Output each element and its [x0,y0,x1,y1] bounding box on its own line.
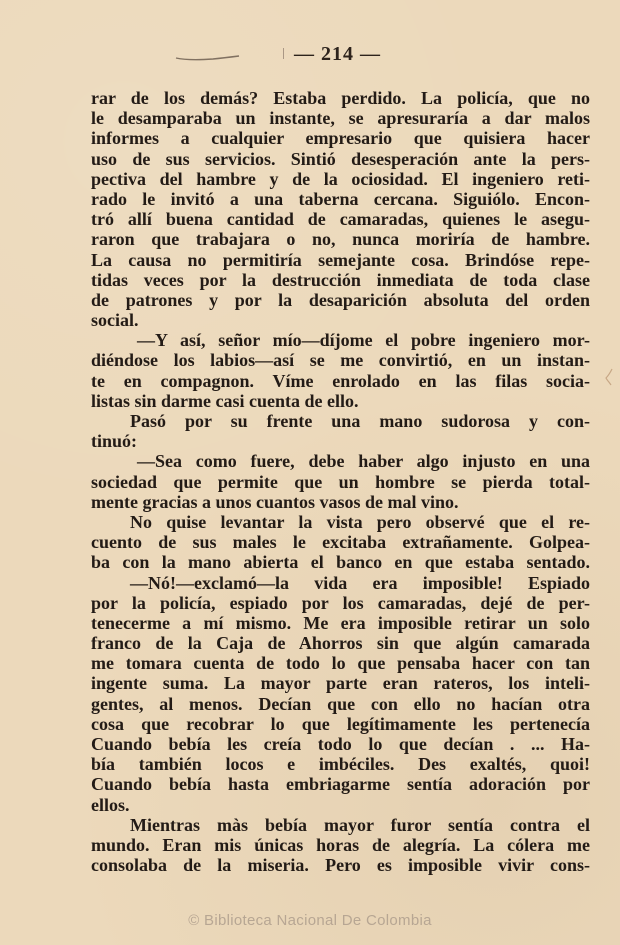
text-line: raron que trabajara o no, nunca moriría de hambre. [91,229,590,250]
text-line: tenecerme a mí mismo. Me era imposible retirar un solo [91,612,590,633]
text-line: gentes, al menos. Decían que con ello no hacían otra [91,693,590,714]
text-line: tró allí buena cantidad de camaradas, quienes le asegu- [91,209,590,230]
text-line: me tomara cuenta de todo lo que pensaba hacer con tan [91,653,590,674]
margin-ink-mark [604,368,614,386]
page-number: — 214 — [294,43,381,65]
text-line: te en compagnon. Víme enrolado en las filas socia- [91,370,590,391]
text-line: sociedad que permite que un hombre se pierda total- [91,471,590,492]
text-line: franco de la Caja de Ahorros sin que algún camarada [91,633,590,654]
text-line: Cuando bebía les creía todo lo que decían . ... Ha- [91,734,590,754]
text-line: por la policía, espiado por los camaradas, dejé de per- [91,592,590,613]
text-line: social. [91,310,139,331]
text-line: le desamparaba un instante, se apresuraría a dar malos [91,108,590,129]
text-line: uso de sus servicios. Sintió desesperación ante la pers- [91,148,590,169]
text-line: diéndose los labios—así se me convirtió, en un instan- [91,350,590,371]
text-line: Mientras màs bebía mayor furor sentía contra el [130,814,590,835]
header-tick-mark [283,48,284,59]
text-line: informes a cualquier empresario que quisiera hacer [91,128,590,149]
text-line: listas sin darme casi cuenta de ello. [91,390,359,411]
book-body-text [91,88,590,875]
text-line: mente gracias a unos cuantos vasos de mal vino. [91,491,459,512]
ink-stroke-mark [175,54,240,62]
text-line: cosa que recobrar lo que legítimamente les pertenecía [91,713,590,734]
text-line: rado le invitó a una taberna cercana. Siguiólo. Encon- [91,188,590,209]
text-line: No quise levantar la vista pero observé que el re- [130,511,590,532]
text-line: ingente suma. La mayor parte eran rateros, los inteli- [91,673,590,694]
text-line: Cuando bebía hasta embriagarme sentía adoración por [91,774,590,795]
text-line: ellos. [91,794,130,815]
text-line: cuento de sus males le excitaba extrañamente. Golpea- [91,532,590,553]
text-line: Pasó por su frente una mano sudorosa y con- [130,411,590,431]
text-line: mundo. Eran mis únicas horas de alegría. La cólera me [91,834,590,855]
text-line: tidas veces por la destrucción inmediata de toda clase [91,269,590,290]
page-header [0,40,620,70]
footer-credit: © Biblioteca Nacional De Colombia [188,912,432,929]
text-line: ba con la mano abierta el banco en que estaba sentado. [91,552,590,573]
text-line: —Sea como fuere, debe haber algo injusto en una [137,451,590,472]
text-line: La causa no permitiría semejante cosa. Brindóse repe- [91,249,590,270]
text-line: consolaba de la miseria. Pero es imposible vivir cons- [91,855,590,876]
text-line: —Y así, señor mío—díjome el pobre ingeniero mor- [137,330,590,351]
text-line: —Nó!—exclamó—la vida era imposible! Espiado [130,572,590,593]
text-line: pectiva del hambre y de la ociosidad. El ingeniero reti- [91,168,590,189]
text-line: bía también locos e imbéciles. Des exaltés, quoi! [91,754,590,775]
text-line: tinuó: [91,431,138,452]
text-line: rar de los demás? Estaba perdido. La policía, que no [91,88,590,108]
text-line: de patrones y por la desaparición absoluta del orden [91,289,590,310]
